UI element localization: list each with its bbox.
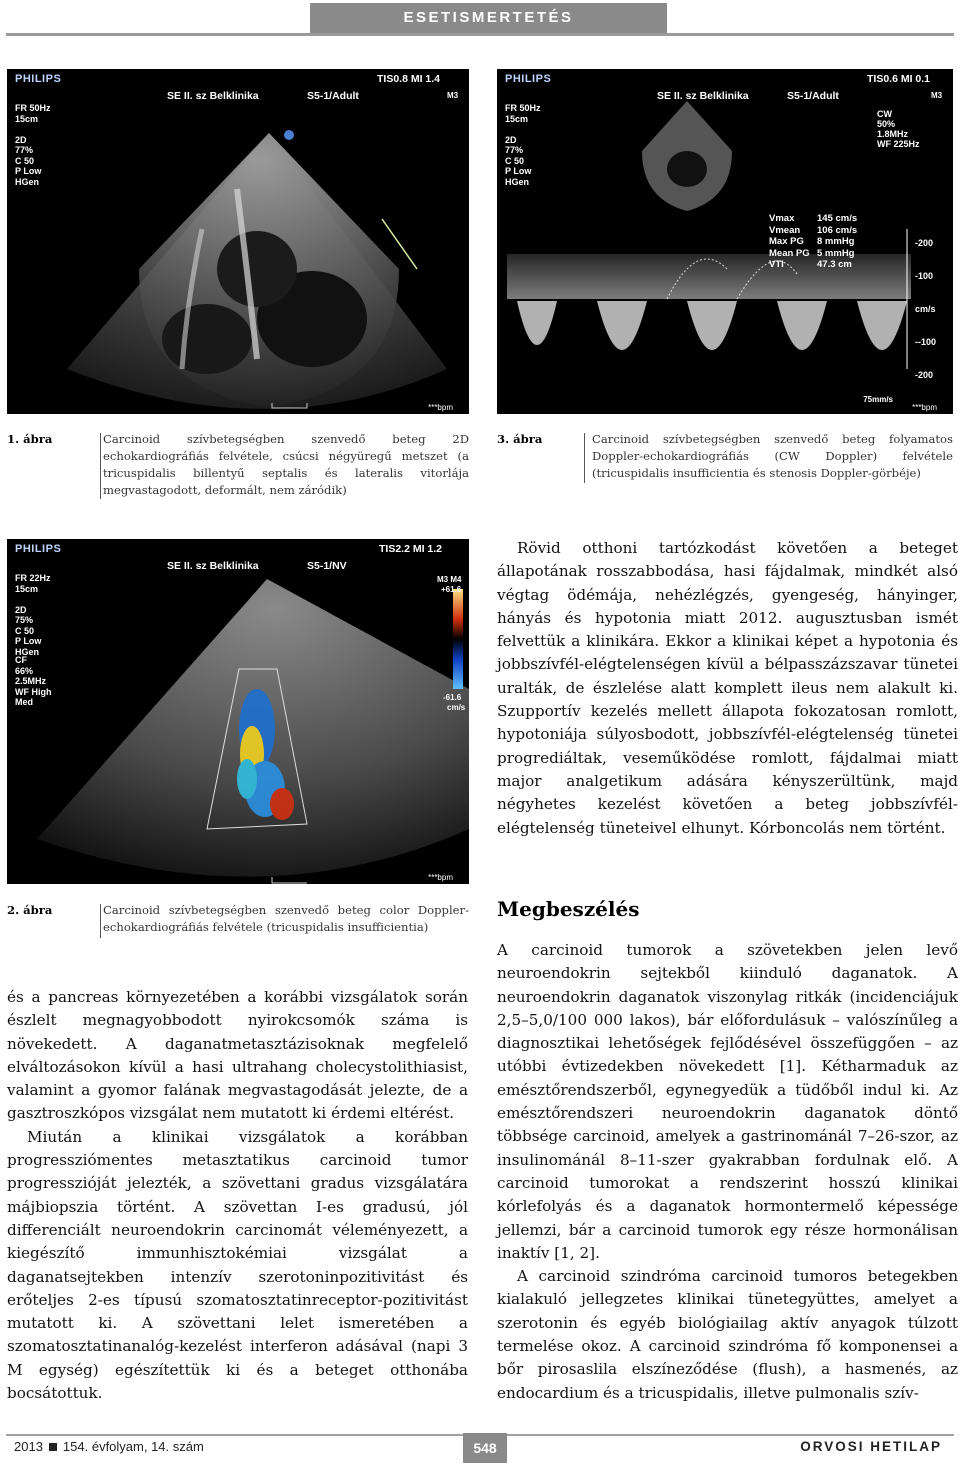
figure-1-caption — [7, 431, 469, 503]
scale-unit: cm/s — [447, 703, 466, 712]
figure-2-caption — [7, 902, 469, 942]
year: 2013 — [14, 1439, 43, 1454]
settings-readout: FR 22Hz 15cm 2D 75% C 50 P Low HGen — [15, 573, 51, 657]
cf-settings: CF 66% 2.5MHz WF High Med — [15, 655, 52, 707]
sweep-speed: 75mm/s — [863, 395, 893, 404]
figure-1-echo-image — [7, 69, 469, 414]
velocity-scale: -200 -100 cm/s --100 -200 — [915, 238, 937, 380]
measurement-labels: Vmax Vmean Max PG Mean PG VTI — [769, 213, 810, 270]
tis-label: TIS0.6 MI 0.1 — [867, 73, 931, 85]
caption-number: 1. ábra — [7, 432, 53, 446]
measurement-values: 145 cm/s 106 cm/s 8 mmHg 5 mmHg 47.3 cm — [817, 213, 858, 270]
m-label: M3 M4 — [437, 575, 462, 584]
brand-logo: PHILIPS — [15, 543, 62, 555]
caption-rule — [584, 433, 585, 483]
caption-text: Carcinoid szívbetegségben szenvedő beteg 2D echokardiográfiás felvétele, csúcsi négyüregű metszet (a tricuspidalis billentyű septalis és lateralis vitorlája megvastagodott, deformált, nem záródik) — [103, 432, 469, 497]
probe-label: S5-1/Adult — [787, 90, 839, 102]
section-label: ESETISMERTETÉS — [310, 3, 667, 33]
m-label: M3 — [447, 91, 459, 100]
issue-info — [14, 1439, 204, 1454]
clinic-label: SE II. sz Belklinika — [167, 90, 259, 102]
scale-bottom: -61.6 — [443, 693, 462, 702]
caption-number: 3. ábra — [497, 432, 543, 446]
figure-1-sector-graphic — [7, 69, 469, 414]
caption-number: 2. ábra — [7, 903, 53, 917]
settings-readout: FR 50Hz 15cm 2D 77% C 50 P Low HGen — [505, 103, 541, 187]
header-rule — [6, 33, 954, 36]
page-footer — [6, 1427, 954, 1464]
scale-top: +61.6 — [441, 585, 462, 594]
clinic-label: SE II. sz Belklinika — [167, 560, 259, 572]
volume: 154. évfolyam, 14. szám — [62, 1439, 204, 1454]
caption-rule — [100, 904, 101, 938]
figure-2-sector-graphic — [7, 539, 469, 884]
bpm-label: ***bpm — [912, 403, 937, 412]
paragraph: és a pancreas környezetében a korábbi vizsgálatok során észlelt megnagyobbodott nyirokcsomók száma is növekedett. A daganatmetasztázisoknak megfelelő elváltozásokon kívül a hasi ultrahang cholecystolithiasist, valamint a gyomor falának megvastagodását jelezte, de a gasztroszkópos vizsgálat nem mutatott ki érdemi eltérést. — [7, 988, 468, 1123]
paragraph: Rövid otthoni tartózkodást követően a beteget állapotának rosszabbodása, hasi fájdalmak, mindkét alsó végtag ödémája, nehézlégzés, gyengeség, hányinger, hányás és hypotonia miatt 2012. augusztusban ismét felvettük a klinikára. Ekkor a klinikai képet a hypotonia és jobbszívfél-elégtelenségen kívül a bélpasszázszavar tünetei uralták, de észlelése alatt komplett ileus nem alakult ki. Szupportív kezelés mellett állapota fokozatosan romlott, hypotoniája súlyosbodott, jobbszívfél-elégtelenség tünetei progrediáltak, veseműködése romlott, fájdalmai miatt major analgetikum adására kényszerültünk, majd négyhetes kezelést követően a beteg jobbszívfél-elégtelenség tüneteivel elhunyt. Kórboncolás nem történt. — [497, 539, 958, 837]
figure-3-caption — [497, 431, 953, 487]
section-heading: Megbeszélés — [497, 897, 640, 921]
caption-text: Carcinoid szívbetegségben szenvedő beteg color Doppler-echokardiográfiás felvétele (tricuspidalis insufficientia) — [103, 903, 469, 934]
tis-label: TIS2.2 MI 1.2 — [379, 543, 443, 555]
bpm-label: ***bpm — [428, 403, 453, 412]
right-column-text-top — [497, 537, 958, 840]
paragraph: A carcinoid tumorok a szövetekben jelen levő neuroendokrin sejtekből kiinduló daganatok. A neuroendokrin daganatok viszonylag ritkák (incidenciájuk 2,5–5,0/100 000 lakos), bár előfordulásuk – valószínűleg a diagnosztikai lehetőségek fejlődésével összefüggően – az utóbbi évtizedekben növekedett [1]. Kétharmaduk az emésztőrendszerből, egynegyedük a tüdőből indul ki. Az emésztőrendszeri neuroendokrin daganatok döntő többsége carcinoid, amelyek a gastrinománál 7–26-szor, az insulinománál 8–11-szer gyakrabban fordulnak elő. A carcinoid tumorokat a rendszerint hosszú klinikai kórlefolyás és a daganatok hormontermelő képessége jellemzi, bár a carcinoid tumorok egy része hormonálisan inaktív [1, 2]. — [497, 941, 958, 1262]
left-column-text — [7, 986, 468, 1405]
bpm-label: ***bpm — [428, 873, 453, 882]
figure-2-color-doppler-image — [7, 539, 469, 884]
brand-logo: PHILIPS — [15, 73, 62, 85]
figure-3-doppler-image — [497, 69, 953, 414]
settings-readout: FR 50Hz 15cm 2D 77% C 50 P Low HGen — [15, 103, 51, 187]
right-column-text-bottom — [497, 939, 958, 1405]
brand-logo: PHILIPS — [505, 73, 552, 85]
caption-text: Carcinoid szívbetegségben szenvedő beteg folyamatos Doppler-echokardiográfiás (CW Doppler) felvétele (tricuspidalis insufficientia és stenosis Doppler-görbéje) — [592, 432, 953, 480]
tis-label: TIS0.8 MI 1.4 — [377, 73, 441, 85]
clinic-label: SE II. sz Belklinika — [657, 90, 749, 102]
page-header — [6, 0, 954, 38]
square-bullet-icon — [49, 1443, 57, 1451]
probe-label: S5-1/Adult — [307, 90, 359, 102]
journal-name: ORVOSI HETILAP — [800, 1439, 942, 1454]
cw-settings: CW 50% 1.8MHz WF 225Hz — [877, 109, 920, 149]
m-label: M3 — [931, 91, 943, 100]
caption-rule — [100, 433, 101, 499]
page-number: 548 — [463, 1433, 507, 1463]
paragraph: A carcinoid szindróma carcinoid tumoros betegekben kialakuló jellegzetes klinikai tünetegyüttes, amelyet a szerotonin és egyéb biológiailag aktív anyagok túlzott termelése okoz. A carcinoid szindróma fő komponensei a bőr pirosaslila elszíneződése (flush), a hasmenés, az endocardium és a tricuspidalis, illetve pulmonalis szív- — [497, 1267, 958, 1402]
probe-label: S5-1/NV — [307, 560, 347, 572]
paragraph: Miután a klinikai vizsgálatok a korábban progressziómentes metasztatikus carcinoid tumor progresszióját jelezték, a szövettani gradus vizsgálatára májbiopszia történt. A szövettan I-es gradusú, jól differenciált neuroendokrin carcinomát véleményezett, a kiegészítő immunhisztokémiai vizsgálat a daganatsejtekben intenzív szerotoninpozitivitást és erőteljes 2-es típusú szomatosztatinreceptor-pozitivitást mutatott ki. A szövettani lelet ismeretében a szomatosztatinanalóg-kezelést interferon adásával (napi 3 M egység) egészítettük ki és a beteget otthonába bocsátottuk. — [7, 1127, 468, 1403]
